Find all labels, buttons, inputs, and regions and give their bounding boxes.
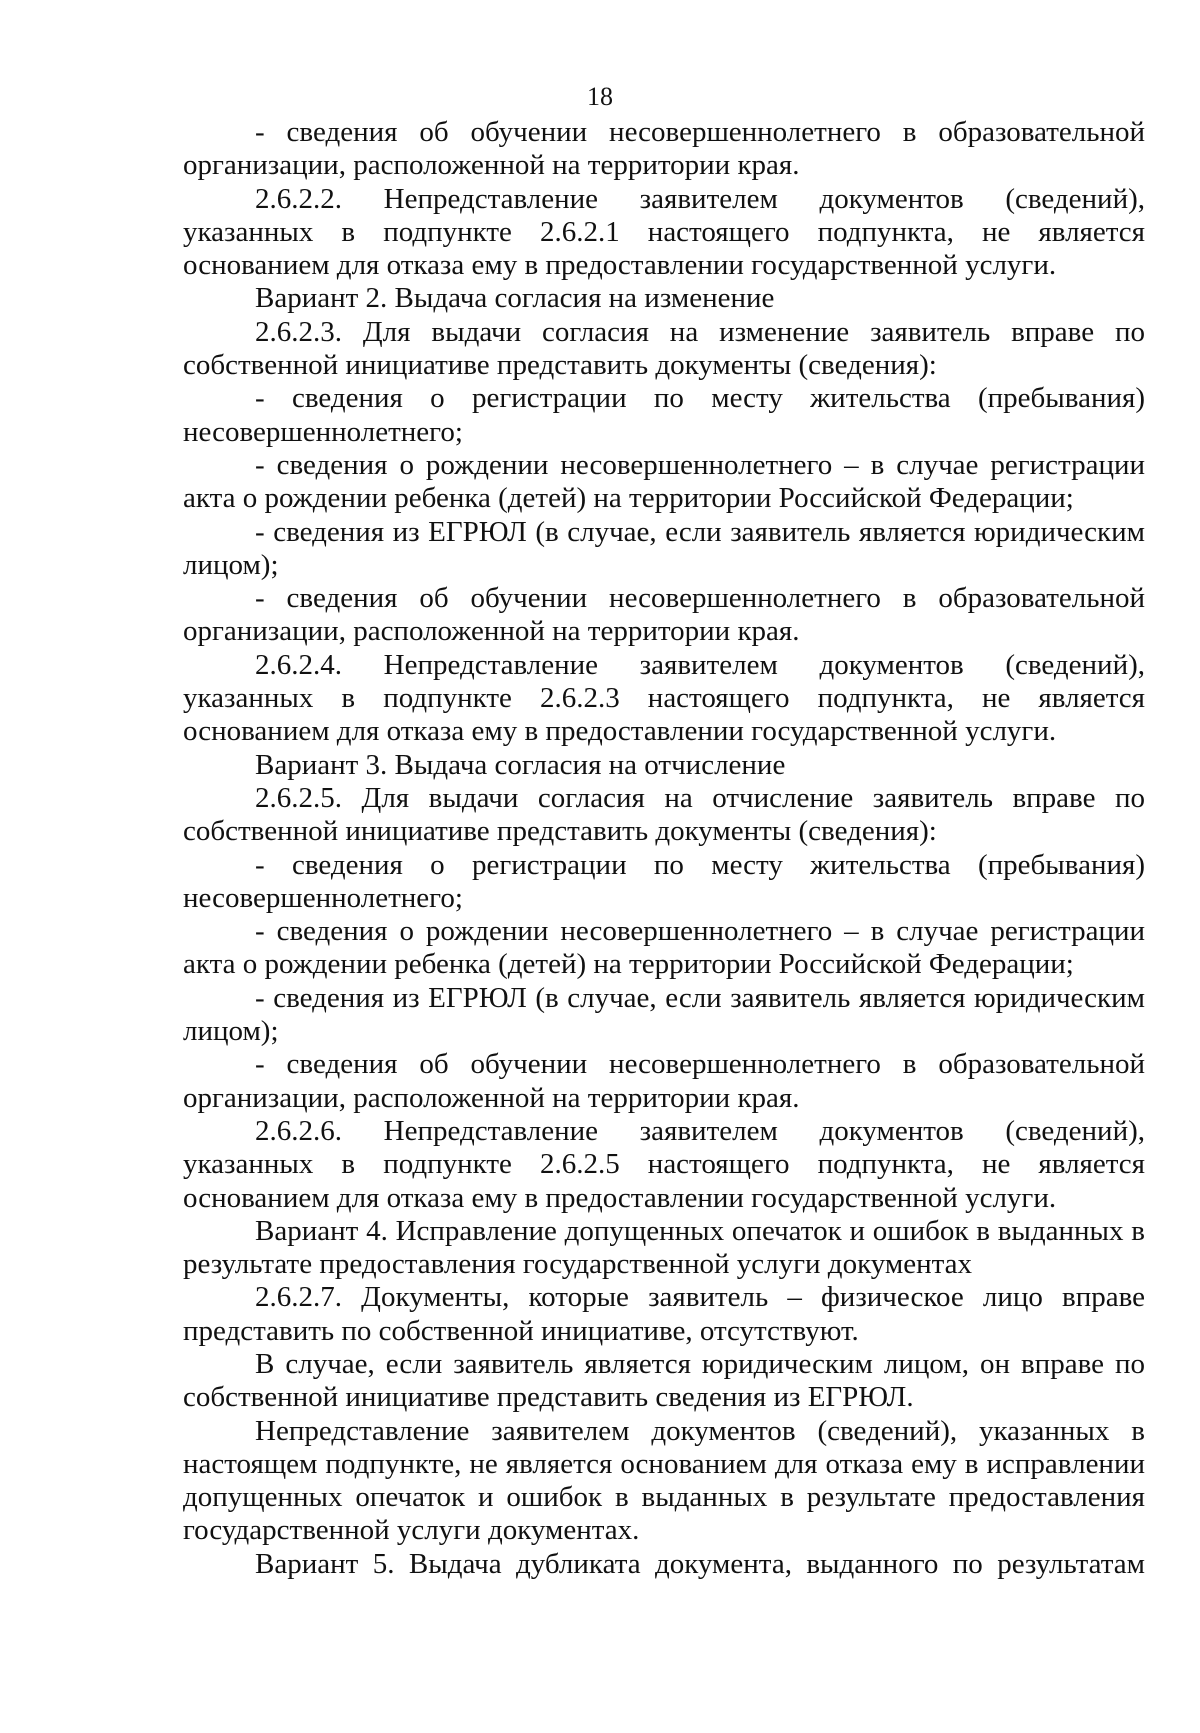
list-item: - сведения об обучении несовершеннолетнего в образовательной организации, расположенной на территории края. xyxy=(183,582,1145,648)
list-item: - сведения об обучении несовершеннолетнего в образовательной организации, расположенной на территории края. xyxy=(183,1048,1145,1114)
list-item: - сведения из ЕГРЮЛ (в случае, если заявитель является юридическим лицом); xyxy=(183,515,1145,581)
paragraph: 2.6.2.5. Для выдачи согласия на отчисление заявитель вправе по собственной инициативе представить документы (сведения): xyxy=(183,781,1145,848)
list-item: - сведения из ЕГРЮЛ (в случае, если заявитель является юридическим лицом); xyxy=(183,981,1145,1048)
paragraph: В случае, если заявитель является юридическим лицом, он вправе по собственной инициативе представить сведения из ЕГРЮЛ. xyxy=(183,1347,1145,1414)
list-item: - сведения о рождении несовершеннолетнего – в случае регистрации акта о рождении ребенка (детей) на территории Российской Федерации; xyxy=(183,448,1145,515)
paragraph: Непредставление заявителем документов (сведений), указанных в настоящем подпункте, не является основанием для отказа ему в исправлении допущенных опечаток и ошибок в выданных в результате предоставления государственной услуги документах. xyxy=(183,1414,1145,1547)
paragraph: - сведения об обучении несовершеннолетнего в образовательной организации, расположенной на территории края. xyxy=(183,116,1145,182)
page-number: 18 xyxy=(587,82,613,111)
paragraph: 2.6.2.6. Непредставление заявителем документов (сведений), указанных в подпункте 2.6.2.5 настоящего подпункта, не является основанием для отказа ему в предоставлении государственной услуги. xyxy=(183,1114,1145,1214)
paragraph: 2.6.2.4. Непредставление заявителем документов (сведений), указанных в подпункте 2.6.2.3 настоящего подпункта, не является основанием для отказа ему в предоставлении государственной услуги. xyxy=(183,648,1145,748)
document-body xyxy=(183,116,1145,1581)
paragraph: 2.6.2.2. Непредставление заявителем документов (сведений), указанных в подпункте 2.6.2.1 настоящего подпункта, не является основанием для отказа ему в предоставлении государственной услуги. xyxy=(183,182,1145,282)
list-item: - сведения о регистрации по месту жительства (пребывания) несовершеннолетнего; xyxy=(183,848,1145,914)
section-heading: Вариант 2. Выдача согласия на изменение xyxy=(255,282,775,315)
section-heading: Вариант 4. Исправление допущенных опечаток и ошибок в выданных в результате предоставления государственной услуги документах xyxy=(183,1214,1145,1281)
section-heading: Вариант 3. Выдача согласия на отчисление xyxy=(255,748,786,781)
paragraph: 2.6.2.7. Документы, которые заявитель – физическое лицо вправе представить по собственной инициативе, отсутствуют. xyxy=(183,1281,1145,1347)
section-heading: Вариант 5. Выдача дубликата документа, выданного по результатам xyxy=(255,1547,1145,1580)
list-item: - сведения о рождении несовершеннолетнего – в случае регистрации акта о рождении ребенка (детей) на территории Российской Федерации; xyxy=(183,915,1145,981)
paragraph: 2.6.2.3. Для выдачи согласия на изменение заявитель вправе по собственной инициативе представить документы (сведения): xyxy=(183,315,1145,382)
list-item: - сведения о регистрации по месту жительства (пребывания) несовершеннолетнего; xyxy=(183,382,1145,448)
